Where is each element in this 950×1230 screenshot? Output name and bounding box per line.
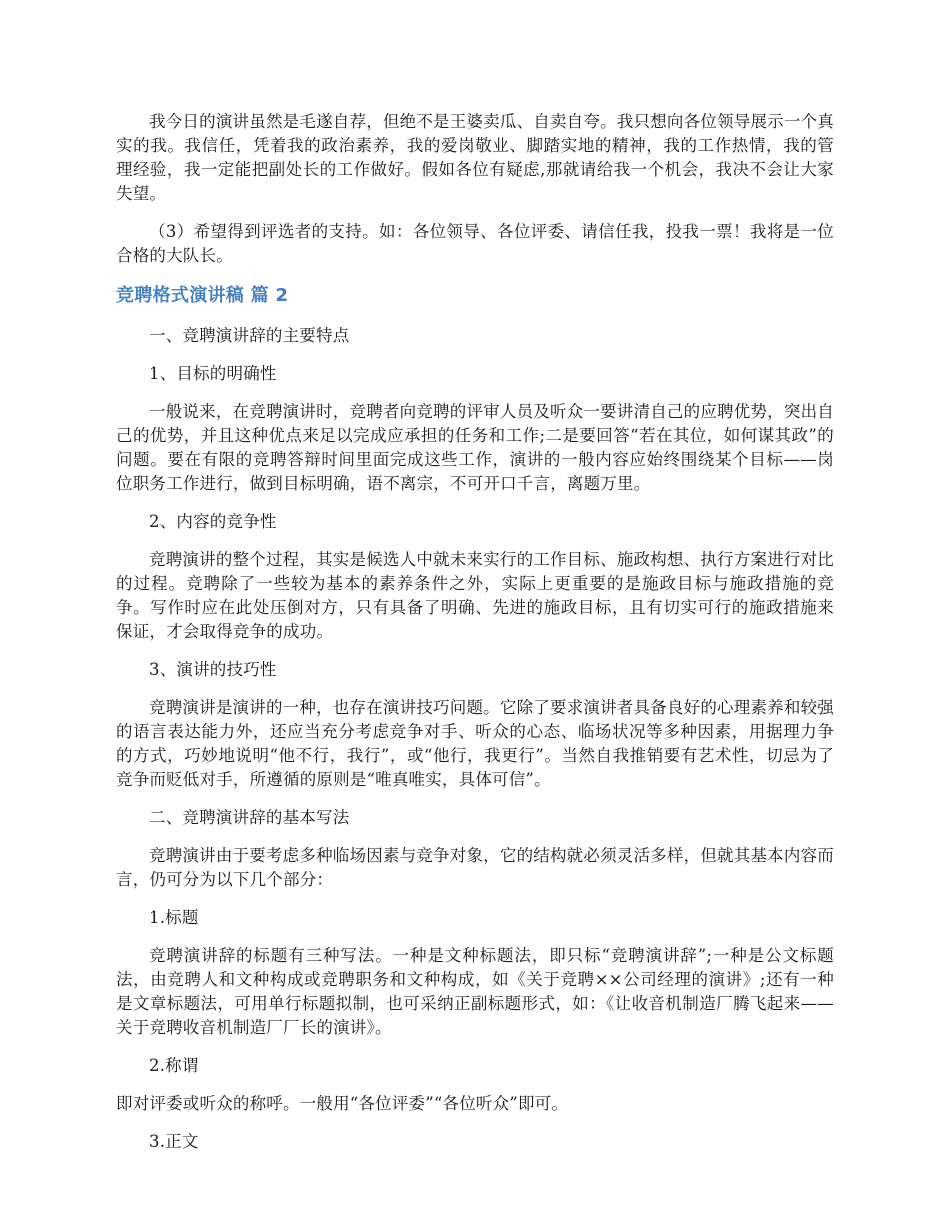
- paragraph-salutation: 即对评委或听众的称呼。一般用“各位评委”“各位听众”即可。: [116, 1094, 569, 1113]
- subheading-main-features: 一、竞聘演讲辞的主要特点: [149, 326, 350, 345]
- paragraph-technique: 竞聘演讲是演讲的一种，也存在演讲技巧问题。它除了要求演讲者具备良好的心理素养和较强的语言表达能力外，还应当充分考虑竞争对手、听众的心态、临场状况等多种因素，用据理力争的方式，巧妙地说明“他不行，我行”，或“他行，我更行”。当然自我推销要有艺术性，切忌为了竞争而贬低对手，所遵循的原则是“唯真唯实，具体可信”。: [116, 698, 834, 789]
- subheading-salutation: 2.称谓: [149, 1056, 199, 1075]
- section-heading: 竞聘格式演讲稿 篇 2: [116, 285, 289, 306]
- paragraph-seek-support: （3）希望得到评选者的支持。如：各位领导、各位评委、请信任我，投我一票！我将是一位合格的大队长。: [116, 222, 834, 265]
- subheading-body: 3.正文: [149, 1132, 199, 1151]
- paragraph-goal-clarity: 一般说来，在竞聘演讲时，竞聘者向竞聘的评审人员及听众一要讲清自己的应聘优势，突出自己的优势，并且这种优点来足以完成应承担的任务和工作;二是要回答“若在其位，如何谋其政”的问题。要在有限的竞聘答辩时间里面完成这些工作，演讲的一般内容应始终围绕某个目标——岗位职务工作进行，做到目标明确，语不离宗，不可开口千言，离题万里。: [116, 402, 834, 493]
- paragraph-competitiveness: 竞聘演讲的整个过程，其实是候选人中就未来实行的工作目标、施政构想、执行方案进行对比的过程。竞聘除了一些较为基本的素养条件之外，实际上更重要的是施政目标与施政措施的竞争。写作时应在此处压倒对方，只有具备了明确、先进的施政目标，且有切实可行的施政措施来保证，才会取得竞争的成功。: [116, 550, 834, 641]
- document-page: [116, 110, 834, 1168]
- paragraph-structure: 竞聘演讲由于要考虑多种临场因素与竞争对象，它的结构就必须灵活多样，但就其基本内容而言，仍可分为以下几个部分：: [116, 846, 834, 889]
- subheading-title: 1.标题: [149, 908, 199, 927]
- subheading-writing-method: 二、竞聘演讲辞的基本写法: [149, 808, 350, 827]
- subheading-technique: 3、演讲的技巧性: [149, 660, 277, 679]
- paragraph-title-methods: 竞聘演讲辞的标题有三种写法。一种是文种标题法，即只标“竞聘演讲辞”;一种是公文标题法，由竞聘人和文种构成或竞聘职务和文种构成，如《关于竞聘××公司经理的演讲》;还有一种是文章标题法，可用单行标题拟制，也可采纳正副标题形式，如：《让收音机制造厂腾飞起来——关于竞聘收音机制造厂厂长的演讲》。: [116, 946, 834, 1037]
- subheading-competitiveness: 2、内容的竞争性: [149, 512, 277, 531]
- subheading-goal-clarity: 1、目标的明确性: [149, 364, 277, 383]
- paragraph-self-presentation: 我今日的演讲虽然是毛遂自荐，但绝不是王婆卖瓜、自卖自夸。我只想向各位领导展示一个真实的我。我信任，凭着我的政治素养，我的爱岗敬业、脚踏实地的精神，我的工作热情，我的管理经验，我一定能把副处长的工作做好。假如各位有疑虑,那就请给我一个机会，我决不会让大家失望。: [116, 112, 834, 203]
